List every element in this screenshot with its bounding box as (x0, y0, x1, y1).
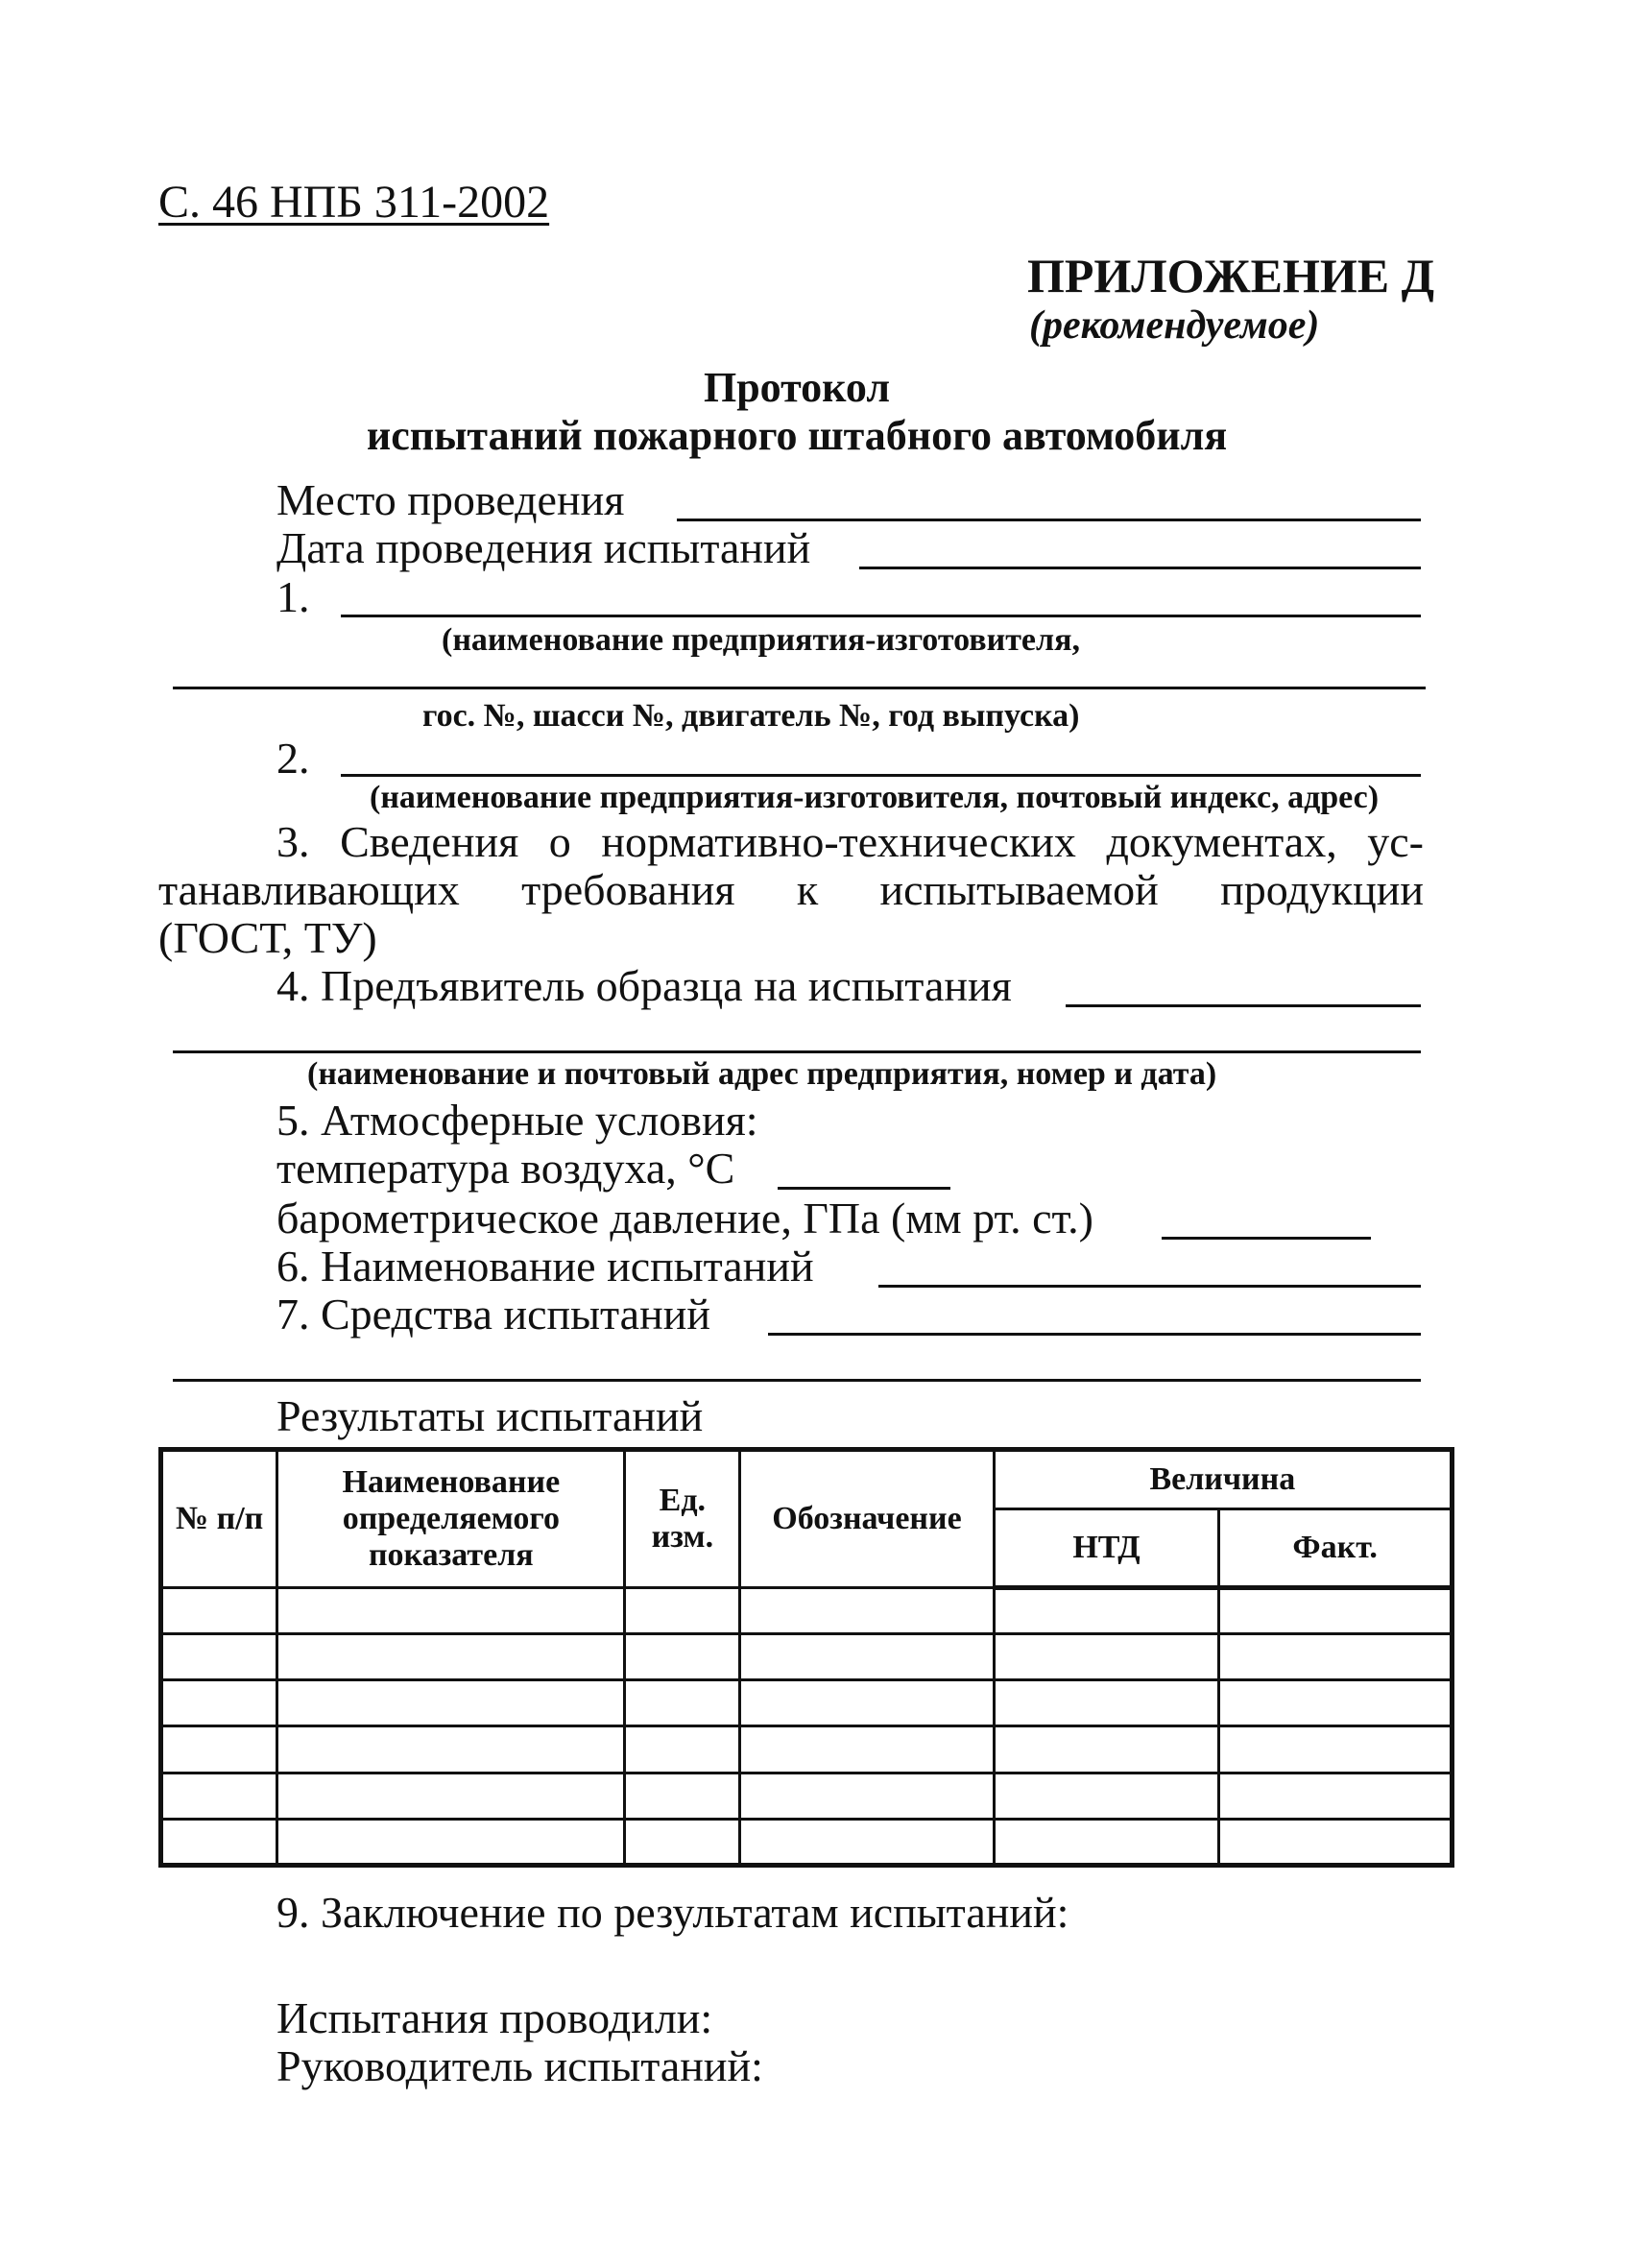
item6-label: 6. Наименование испытаний (276, 1242, 814, 1291)
col-header-ntd: НТД (994, 1509, 1219, 1588)
item4-field[interactable] (1066, 1004, 1421, 1007)
table-cell[interactable] (625, 1773, 740, 1819)
appendix-subtitle: (рекомендуемое) (1029, 303, 1320, 348)
item7-field-2[interactable] (173, 1379, 1421, 1382)
item3-line-1: 3. Сведения о нормативно-технических документах, ус- (276, 817, 1424, 866)
conducted-by-label: Испытания проводили: (276, 1993, 713, 2042)
table-cell[interactable] (1219, 1773, 1453, 1819)
table-cell[interactable] (1219, 1726, 1453, 1773)
table-row (161, 1726, 1453, 1773)
item1-number: 1. (276, 572, 310, 621)
item4-field-2[interactable] (173, 1050, 1421, 1053)
table-cell[interactable] (277, 1588, 625, 1634)
temperature-label: температура воздуха, °С (276, 1144, 735, 1193)
table-cell[interactable] (625, 1680, 740, 1726)
table-cell[interactable] (994, 1819, 1219, 1865)
table-cell[interactable] (277, 1819, 625, 1865)
item2-caption: (наименование предприятия-изготовителя, почтовый индекс, адрес) (370, 780, 1380, 815)
col-header-unit: Ед. изм. (625, 1450, 740, 1588)
item2-field[interactable] (341, 774, 1421, 777)
date-field[interactable] (859, 567, 1421, 569)
table-cell[interactable] (161, 1634, 277, 1680)
place-field[interactable] (677, 519, 1421, 521)
table-cell[interactable] (625, 1726, 740, 1773)
conclusion-label: 9. Заключение по результатам испытаний: (276, 1888, 1069, 1937)
protocol-subtitle: испытаний пожарного штабного автомобиля (366, 412, 1228, 459)
table-cell[interactable] (994, 1588, 1219, 1634)
table-cell[interactable] (277, 1680, 625, 1726)
date-label: Дата проведения испытаний (276, 523, 811, 572)
col-header-designation: Обозначение (740, 1450, 994, 1588)
item6-field[interactable] (878, 1285, 1421, 1288)
table-cell[interactable] (277, 1634, 625, 1680)
table-cell[interactable] (161, 1680, 277, 1726)
col-header-number: № п/п (161, 1450, 277, 1588)
table-row (161, 1773, 1453, 1819)
item1-field-2[interactable] (173, 687, 1426, 689)
item1-caption-1: (наименование предприятия-изготовителя, (442, 622, 1080, 658)
item5-label: 5. Атмосферные условия: (276, 1096, 758, 1145)
temperature-field[interactable] (778, 1187, 950, 1190)
protocol-title: Протокол (703, 364, 891, 411)
item1-field[interactable] (341, 615, 1421, 617)
table-cell[interactable] (625, 1588, 740, 1634)
table-cell[interactable] (1219, 1634, 1453, 1680)
table-cell[interactable] (1219, 1680, 1453, 1726)
page-header: С. 46 НПБ 311-2002 (158, 177, 550, 228)
test-lead-label: Руководитель испытаний: (276, 2041, 763, 2090)
appendix-title: ПРИЛОЖЕНИЕ Д (1027, 249, 1435, 302)
table-row (161, 1588, 1453, 1634)
results-table (158, 1447, 1454, 1868)
table-cell[interactable] (161, 1819, 277, 1865)
table-row (161, 1634, 1453, 1680)
table-cell[interactable] (161, 1726, 277, 1773)
table-cell[interactable] (625, 1634, 740, 1680)
col-header-value: Величина (994, 1450, 1452, 1509)
table-cell[interactable] (740, 1726, 994, 1773)
item1-caption-2: гос. №, шасси №, двигатель №, год выпуска) (422, 698, 1080, 734)
table-cell[interactable] (277, 1773, 625, 1819)
table-cell[interactable] (740, 1773, 994, 1819)
item3-line-3: (ГОСТ, ТУ) (158, 913, 377, 962)
table-row (161, 1819, 1453, 1865)
pressure-label: барометрическое давление, ГПа (мм рт. ст.) (276, 1194, 1093, 1243)
table-cell[interactable] (161, 1773, 277, 1819)
table-cell[interactable] (277, 1726, 625, 1773)
table-cell[interactable] (1219, 1588, 1453, 1634)
results-heading: Результаты испытаний (276, 1391, 704, 1440)
item7-field[interactable] (768, 1333, 1421, 1336)
table-cell[interactable] (740, 1819, 994, 1865)
table-cell[interactable] (740, 1588, 994, 1634)
item4-caption: (наименование и почтовый адрес предприятия, номер и дата) (307, 1056, 1217, 1092)
table-cell[interactable] (994, 1680, 1219, 1726)
table-cell[interactable] (161, 1588, 277, 1634)
item2-number: 2. (276, 734, 310, 783)
table-cell[interactable] (994, 1634, 1219, 1680)
table-cell[interactable] (1219, 1819, 1453, 1865)
table-row (161, 1680, 1453, 1726)
place-label: Место проведения (276, 475, 625, 524)
pressure-field[interactable] (1162, 1237, 1371, 1240)
col-header-fact: Факт. (1219, 1509, 1453, 1588)
table-cell[interactable] (994, 1773, 1219, 1819)
table-cell[interactable] (740, 1680, 994, 1726)
table-cell[interactable] (994, 1726, 1219, 1773)
item4-label: 4. Предъявитель образца на испытания (276, 961, 1012, 1010)
item7-label: 7. Средства испытаний (276, 1290, 710, 1339)
table-cell[interactable] (625, 1819, 740, 1865)
table-cell[interactable] (740, 1634, 994, 1680)
col-header-name: Наименование определяемого показателя (277, 1450, 625, 1588)
item3-line-2: танавливающих требования к испытываемой продукции (158, 865, 1424, 914)
